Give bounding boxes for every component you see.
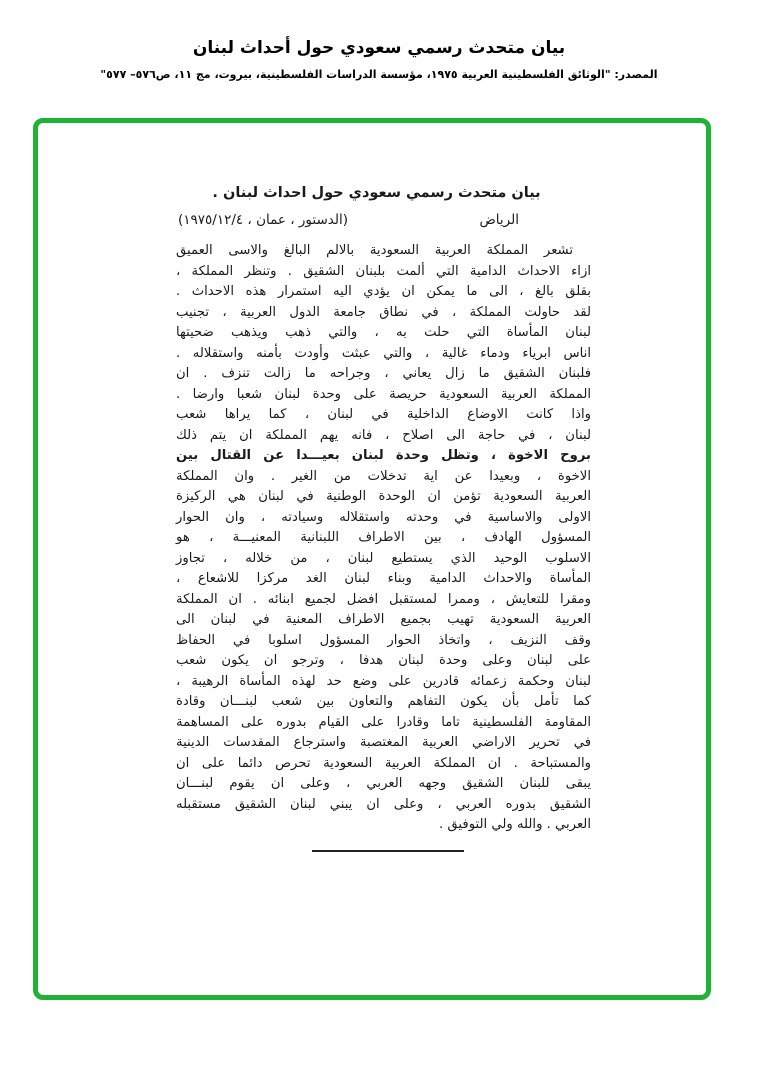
body-line: العربي . والله ولي التوفيق . <box>439 817 591 832</box>
page-title: بيان متحدث رسمي سعودي حول أحداث لبنان <box>192 38 566 58</box>
document-body <box>176 241 591 836</box>
body-line: ومقرا للتعايش ، وممرا لمستقبل افضل لجميع ابنائه . ان المملكة <box>176 591 591 607</box>
body-line: الاخوة ، وبعيدا عن اية تدخلات من الغير . وان المملكة <box>176 468 591 484</box>
body-line: يبقى للبنان الشقيق وجهه العربي ، وعلى ان يقوم لبنـــان <box>176 776 591 791</box>
body-line: واذا كانت الاوضاع الداخلية في لبنان ، كما يراها شعب <box>176 407 591 422</box>
body-line: العربية السعودية تؤمن ان الوحدة الوطنية في لبنان هي الركيزة <box>176 489 591 504</box>
body-line: لقد حاولت المملكة ، في نطاق جامعة الدول العربية ، تجنيب <box>176 304 591 320</box>
body-line: والمستباحة . ان المملكة العربية السعودية تحرص دائما على ان <box>176 755 591 771</box>
body-line: المسؤول الهادف ، بين الاطراف اللبنانية المعنيـــة ، هو <box>176 530 591 545</box>
body-line: المملكة العربية السعودية حريصة على وحدة لبنان شعبا وارضا . <box>176 386 591 402</box>
body-line: المقاومة الفلسطينية تاما وقادرا على القيام بدوره على المساهمة <box>176 714 591 730</box>
scanned-document <box>38 123 706 852</box>
body-line: بقلق بالغ ، الى ما يمكن ان يؤدي اليه استمرار هذه الاحداث . <box>176 284 591 299</box>
page-header <box>0 38 758 81</box>
body-line: اناس ابرياء ودماء غالية ، والتي عبثت وأودت بأمنه واستقلاله . <box>176 345 591 361</box>
dateline-city: الرياض <box>479 212 519 228</box>
body-line: العربية السعودية تهيب بجميع الاطراف المعنية في لبنان الى <box>176 612 591 627</box>
body-line: لبنان المأساة التي حلت به ، والتي ذهب ويذهب ضحيتها <box>176 325 591 340</box>
body-line: الاولى والاساسية في وحدته واستقلاله وسيادته ، وان الحوار <box>176 509 591 525</box>
body-line: فلبنان الشقيق ما زال يعاني ، وجراحه ما زالت تنزف . ان <box>176 366 591 381</box>
body-line: لبنان وحكمة زعمائه قادرين على وضع حد لهذه المأساة الرهيبة ، <box>176 673 591 689</box>
body-line: ازاء الاحداث الدامية التي ألمت بلبنان الشقيق . وتنظر المملكة ، <box>176 263 591 279</box>
source-citation: المصدر: "الوثائق الفلسطينية العربية ١٩٧٥، مؤسسة الدراسات الفلسطينية، بيروت، مج ١١، ص٥٧٦– ٥٧٧" <box>100 68 658 81</box>
dateline <box>176 212 591 228</box>
body-line: وقف النزيف ، واتخاذ الحوار المسؤول اسلوبا في الحفاظ <box>176 632 591 648</box>
body-line: بروح الاخوة ، وتظل وحدة لبنان بعيـــدا عن القتال بين <box>176 448 591 463</box>
body-line: على لبنان وعلى وحدة لبنان هدفا ، وترجو ان يكون شعب <box>176 653 591 668</box>
body-line: تشعر المملكة العربية السعودية بالالم البالغ والاسى العميق <box>176 243 573 258</box>
body-line: الاسلوب الوحيد الذي يستطيع لبنان ، من خلاله ، تجاوز <box>176 550 591 566</box>
body-line: المأساة والاحداث الدامية وبناء لبنان الغد مركزا للاشعاع ، <box>176 571 591 586</box>
document-title: بيان متحدث رسمي سعودي حول احداث لبنان . <box>212 185 541 201</box>
dateline-source: (الدستور ، عمان ، ١٩٧٥/١٢/٤) <box>178 212 349 228</box>
body-line: كما تأمل بأن يكون التفاهم والتعاون بين شعب لبنـــان وقادة <box>176 694 591 709</box>
body-line: في تحرير الاراضي العربية المغتصبة واسترجاع المقدسات الدينية <box>176 735 591 750</box>
scan-frame <box>33 118 711 1000</box>
body-line: الشقيق بدوره العربي ، وعلى ان يبني لبنان الشقيق مستقبله <box>176 796 591 812</box>
separator-rule <box>312 850 464 852</box>
body-line: لبنان ، في حاجة الى اصلاح ، فانه يهم المملكة ان يتم ذلك <box>176 427 591 443</box>
